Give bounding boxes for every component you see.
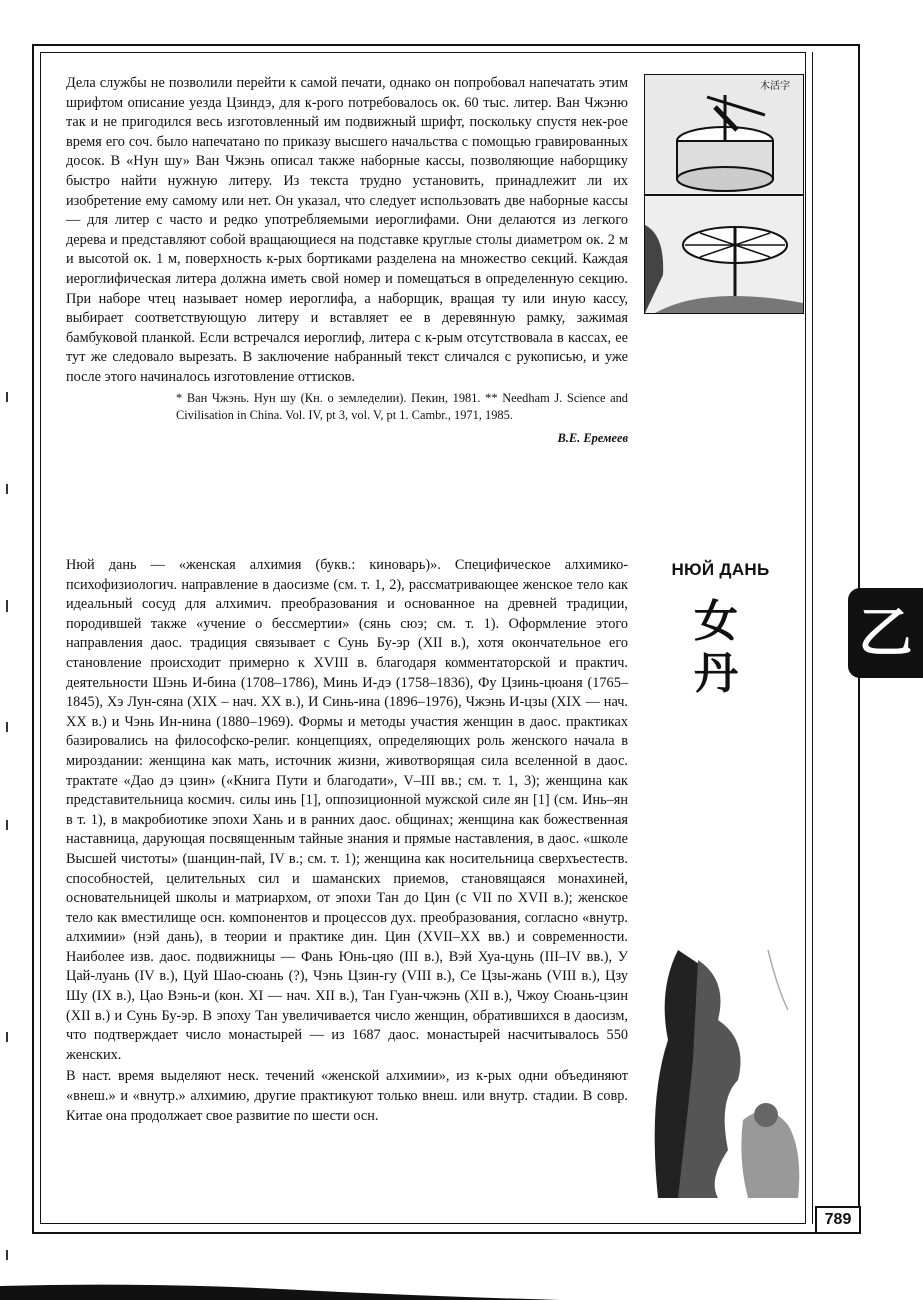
ink-painting-illustration [648,950,808,1198]
scan-edge-smear [0,1278,560,1300]
female-figure-drawing [648,950,808,1198]
figure-label: 木活字 [760,81,790,92]
top-article-paragraph: Дела службы не позволили перейти к самой печати, однако он попробовал напечатать этим шрифтом описание уезда Цзиндэ, для к-рого потребовалось ок. 60 тыс. литер. Ван Чжэню так и не пригодился весь изготовленный им подвижный шрифт, поскольку спустя нек-рое время его соч. было напечатано по приказу высшего начальства с помощью гравированных досок. В «Нун шу» Ван Чжэнь описал также наборные кассы, позволяющие наборщику быстро найти нужную литеру. Из текста трудно установить, принадлежит ли их изобретение ему самому или нет. Он указал, что следует использовать две наборные кассы — для литер с часто и редко употребляемыми иероглифами. Они делаются из легкого дерева и представляют собой вращающиеся на подставке круглые столы диаметром ок. 2 м и высотой ок. 1 м, поверхность к-рых бортиками разделена на множество секций. Каждая иероглифическая литера должна иметь свой номер и помещаться в определенную секцию. При наборе чтец называет номер иероглифа, а наборщик, вращая ту или иную кассу, выбирает соответствующую литеру и вставляет ее в деревянную рамку, зажимая бамбуковой планкой. Если встречался иероглиф, литера с к-рым отсутствовала в кассах, ее тут же следовало вырезать. В заключение набранный текст сличался с рукописью, и уже после этого начиналось изготовление оттисков. [66,75,628,385]
revolving-type-case-drawing [645,75,803,313]
column-rule [812,52,813,1224]
entry-paragraph-1: Нюй дань — «женская алхимия (букв.: киноварь)». Специфическое алхимико-психофизиологич. направление в даосизме (см. т. 1, 2), рассматривающее женское тело как идеальный сосуд для алхимич. преобразования и основанное на древней традиции, породившей также «учение о бессмертии» (сянь сюэ; см. т. 1). Оформление этого направления даос. традиция связывает с Сунь Бу-эр (XII в.), хотя окончательное его становление происходит примерно к XVIII в. благодаря комментаторской и практич. деятельности Шэнь И-бина (1708–1786), Минь И-дэ (1758–1836), Фу Цзинь-цюаня (1765–1845), Хэ Лун-сяна (XIX – нач. XX в.), И Синь-ина (1896–1976), Чжэнь И-цзы (XIX — нач. XX в.) и Чэнь Ин-нина (1880–1969). Формы и методы участия женщин в даос. практиках базировались на философско-религ. концепциях, определяющих роль женского начала в мироздании: женщина как мать, источник жизни, животворящая сила вселенной в даос. трактате «Дао дэ цзин» («Книга Пути и благодати», V–III вв.; см. т. 1, 3); женщина как представительница космич. силы инь [1], оппозиционной мужской силе ян [1] (см. Инь–ян в т. 1), в макробиотике эпохи Хань и в ранних даос. общинах; женщина как божественная наставница, дарующая посвященным тайные знания и прямые наставления, в даос. «школе Высшей чистоты» (шанцин-пай, IV в.; см. т. 1); женщина как носительница сверхъестеств. способностей, целительных сил и шаманских приемов, становящаяся монахиней, основательницей школы и матриархом, от эпохи Тан до Цин (с VII по XVII в.); женское тело как вместилище осн. компонентов и процессов дух. преобразования, согласно «внутр. алхимии» (нэй дань), в теории и практике дин. Цин (XVII–XX вв.) и современности. Наиболее изв. даос. подвижницы — Фань Юнь-цяо (III в.), Вэй Хуа-цунь (III–IV вв.), У Цай-луань (IV в.), Цуй Шао-сюань (?), Чэнь Цзин-гу (VIII в.), Се Цзы-жань (VIII в.), Цзу Шу (IX в.), Цао Вэнь-и (кон. XI — нач. XII в.), Тан Гуан-чжэнь (XII в.), Чжоу Сюань-цзин (XII в.) и Сунь Бу-эр. В эпоху Тан увеличивается число женщин, обратившихся в даосизм, что подтверждает число монастырей — из 1687 даос. монастырей насчитывалось 550 женских. [66,557,628,1063]
article-author: В.Е. Еремеев [557,430,628,445]
margin-mark [6,392,8,402]
printing-illustration [644,74,804,314]
entry-article [66,556,628,1126]
hanzi-char-1: 女 [694,596,738,647]
entry-paragraph-2: В наст. время выделяют неск. течений «женской алхимии», из к-рых одни объединяют «внеш.» и «внутр.» алхимию, другие практикуют только внеш. или внутр. стадии. В совр. Китае она продолжает свое развитие по шести осн. [66,1068,628,1124]
top-article [66,74,628,448]
margin-mark [6,1032,8,1042]
margin-mark [6,600,8,612]
margin-mark [6,1250,8,1260]
margin-mark [6,484,8,494]
margin-mark [6,820,8,830]
entry-heading: НЮЙ ДАНЬ [671,560,770,579]
section-tab-glyph: 乙 [858,601,913,664]
page-number: 789 [815,1206,861,1234]
bibliography-notes: * Ван Чжэнь. Нун шу (Кн. о земледелии). Пекин, 1981. ** Needham J. Science and Civilisation in China. Vol. IV, pt 3, vol. V, pt 1. Cambr., 1971, 1985. [176,390,628,422]
hanzi-char-2: 丹 [694,648,738,699]
margin-mark [6,722,8,732]
